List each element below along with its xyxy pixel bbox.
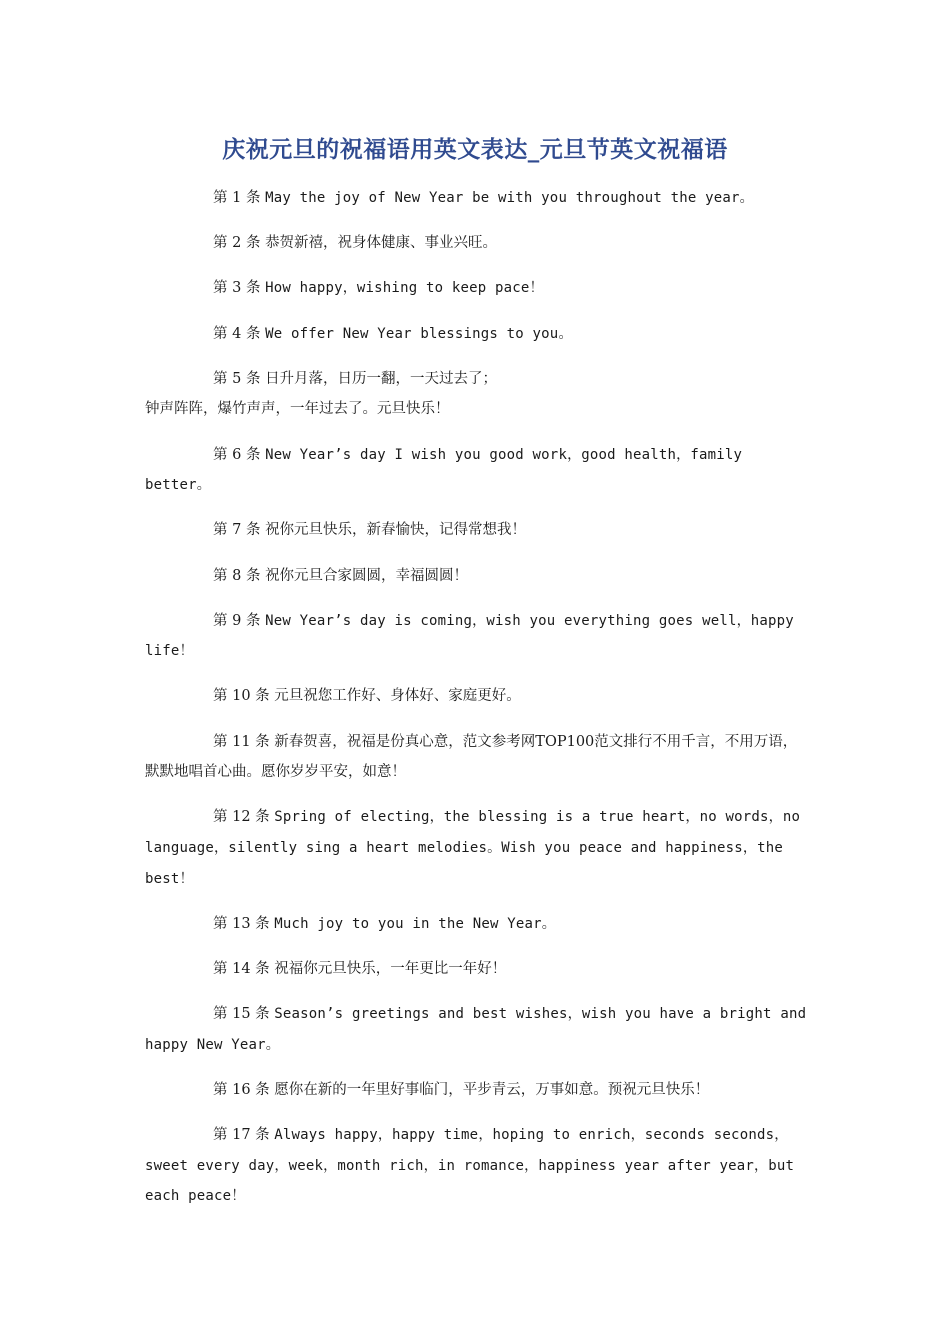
list-item — [145, 515, 810, 546]
item-text: We offer New Year blessings to you。 — [265, 325, 573, 342]
list-item — [145, 727, 810, 788]
list-item — [145, 802, 810, 894]
document-body — [145, 183, 810, 1227]
item-text: 祝你元旦快乐，新春愉快，记得常想我！ — [265, 522, 527, 539]
document-title: 庆祝元旦的祝福语用英文表达_元旦节英文祝福语 — [222, 137, 728, 163]
list-item — [145, 1075, 810, 1106]
item-text: Spring of electing，the blessing is a true heart，no words，no language，silently sing a heart melodies。Wish you peace and happiness，the best！ — [145, 809, 801, 887]
list-item — [145, 909, 810, 940]
item-label: 第 8 条 — [213, 567, 261, 584]
item-text: New Year’s day is coming，wish you everything goes well，happy life！ — [145, 612, 794, 660]
list-item — [145, 364, 810, 425]
item-label: 第 17 条 — [213, 1127, 270, 1144]
list-item — [145, 228, 810, 259]
list-item — [145, 561, 810, 592]
item-label: 第 11 条 — [213, 733, 270, 750]
item-label: 第 1 条 — [213, 190, 261, 206]
list-item — [145, 440, 810, 501]
item-label: 第 12 条 — [213, 809, 270, 826]
item-label: 第 7 条 — [213, 522, 261, 539]
list-item — [145, 954, 810, 985]
item-text: 祝福你元旦快乐，一年更比一年好！ — [274, 961, 507, 977]
item-label: 第 14 条 — [213, 961, 270, 977]
item-label: 第 5 条 — [213, 370, 261, 387]
item-text: 愿你在新的一年里好事临门，平步青云，万事如意。预祝元旦快乐！ — [274, 1081, 710, 1098]
item-text: Always happy，happy time，hoping to enrich，seconds seconds，sweet every day，week，month rich，in romance，happiness year after year，but each peace！ — [145, 1127, 795, 1205]
list-item — [145, 319, 810, 350]
item-text: 新春贺喜，祝福是份真心意，范文参考网TOP100范文排行不用千言，不用万语，默默地唱首心曲。愿你岁岁平安，如意！ — [145, 733, 798, 781]
item-text: 元旦祝您工作好、身体好、家庭更好。 — [274, 688, 521, 705]
item-text: Much joy to you in the New Year。 — [274, 915, 556, 932]
item-text: 祝你元旦合家圆圆，幸福圆圆！ — [265, 567, 469, 584]
item-text: 日升月落，日历一翻，一天过去了； — [265, 370, 498, 387]
item-text: Season’s greetings and best wishes，wish you have a bright and happy New Year。 — [145, 1006, 807, 1053]
item-label: 第 9 条 — [213, 612, 261, 629]
item-label: 第 16 条 — [213, 1081, 270, 1098]
item-label: 第 3 条 — [213, 280, 261, 297]
item-label: 第 4 条 — [213, 325, 261, 342]
item-label: 第 6 条 — [213, 446, 261, 463]
list-item — [145, 273, 810, 304]
list-item — [145, 999, 810, 1060]
item-label: 第 13 条 — [213, 915, 270, 932]
list-item — [145, 606, 810, 667]
item-text: New Year’s day I wish you good work，good health，family better。 — [145, 446, 743, 494]
item-label: 第 15 条 — [213, 1006, 270, 1023]
item-text: May the joy of New Year be with you throughout the year。 — [265, 190, 754, 206]
item-text: 恭贺新禧，祝身体健康、事业兴旺。 — [265, 235, 498, 252]
list-item — [145, 183, 810, 214]
list-item — [145, 681, 810, 712]
item-label: 第 2 条 — [213, 235, 261, 252]
item-text: How happy，wishing to keep pace！ — [265, 280, 544, 297]
item-label: 第 10 条 — [213, 688, 270, 705]
list-item — [145, 1120, 810, 1212]
item-text-line2: 钟声阵阵，爆竹声声，一年过去了。元旦快乐！ — [145, 401, 450, 418]
